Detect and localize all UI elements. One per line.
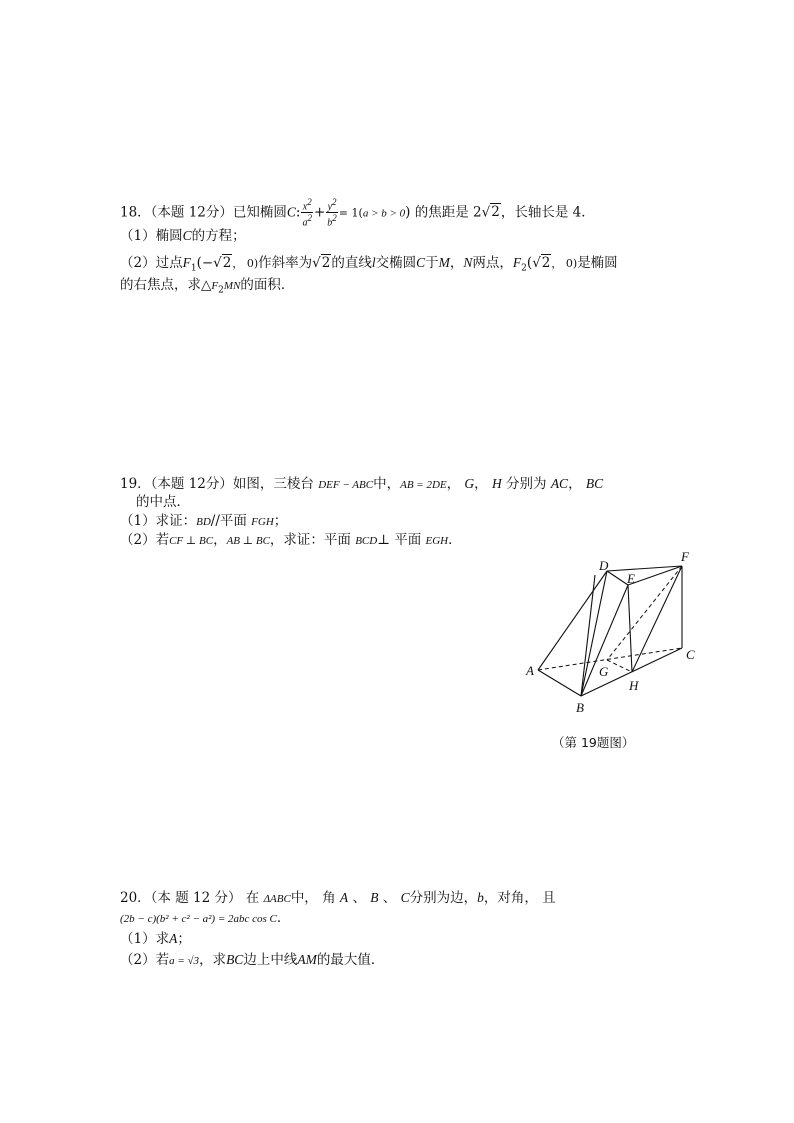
label-B: B [576, 700, 584, 715]
q18-tail: ，长轴长是 4． [500, 204, 595, 221]
edge-AC-hidden [538, 648, 682, 670]
q19-frustum-figure [510, 545, 710, 720]
q18-frac-x: $\frac{x^2}{a^2}$ [302, 197, 312, 229]
edge-BE [581, 585, 628, 696]
label-A: A [526, 663, 534, 678]
q18-eq-one: = 1( [338, 206, 363, 220]
q19-figure-caption: （第 19题图） [552, 735, 635, 750]
q18-head: 18．（本题 12分）已知椭圆 [120, 204, 287, 221]
q20-equation: (2b − c)(b² + c² − a²) = 2abc cos C． [120, 910, 291, 926]
q18-ellipse-label: C [286, 204, 296, 220]
q18-part2-line2: 的右焦点，求$\triangle F_2MN$的面积． [120, 277, 295, 296]
q20-line1: 20．（本 题 12 分） 在 ΔABC中， 角 A 、 B 、 C分别为边，b，对角， 且 [120, 890, 556, 906]
q20-head: 20．（本 题 12 分） 在 [120, 890, 260, 906]
label-H: H [629, 678, 639, 693]
q19-head: 19．（本题 12分）如图，三棱台 [120, 476, 314, 492]
q19-line1: 19．（本题 12分）如图，三棱台 DEF − ABC中，AB = 2DE， G， H 分别为 AC， BC [120, 476, 604, 492]
edge-DE [607, 571, 628, 585]
edge-BD2 [581, 575, 595, 696]
q18-sqrt2: 2 [491, 204, 500, 221]
q19-line2: 的中点． [136, 494, 190, 510]
label-F: F [681, 549, 689, 564]
q19-part1: （1）求证：BD//平面 FGH； [120, 513, 288, 529]
q18-line1: 18．（本题 12分）已知椭圆C: $\frac{x^2}{a^2}$ + $\frac{y^2}{b^2}$ = 1(a > b > 0) 的焦距是 2√2，长轴长是 4． [120, 197, 595, 229]
q18-after-eq: ) 的焦距是 2 [405, 204, 482, 221]
label-E: E [627, 571, 635, 586]
q18-frac-y: $\frac{y^2}{b^2}$ [327, 197, 337, 229]
label-C: C [686, 647, 695, 662]
q20-part1: （1）求A； [120, 931, 191, 947]
label-D: D [599, 558, 609, 573]
q18-part1: （1）椭圆C的方程； [120, 228, 246, 244]
edge-EH [628, 585, 632, 672]
edge-GH-hidden [607, 660, 632, 672]
q20-part2: （2）若a = √3，求BC边上中线AM的最大值． [120, 952, 385, 968]
q19-part2: （2）若CF ⊥ BC，AB ⊥ BC，求证：平面 BCD⊥ 平面 EGH． [120, 532, 462, 548]
q18-condition: a > b > 0 [362, 207, 406, 220]
edge-AB [538, 670, 581, 696]
label-G: G [599, 664, 609, 679]
q18-part2: （2）过点$F_1(-√2$， 0)作斜率为√2的直线l交椭圆C于M，N两点，$F_2(√2$， 0)是椭圆 [120, 255, 618, 274]
edge-FH [632, 566, 682, 672]
